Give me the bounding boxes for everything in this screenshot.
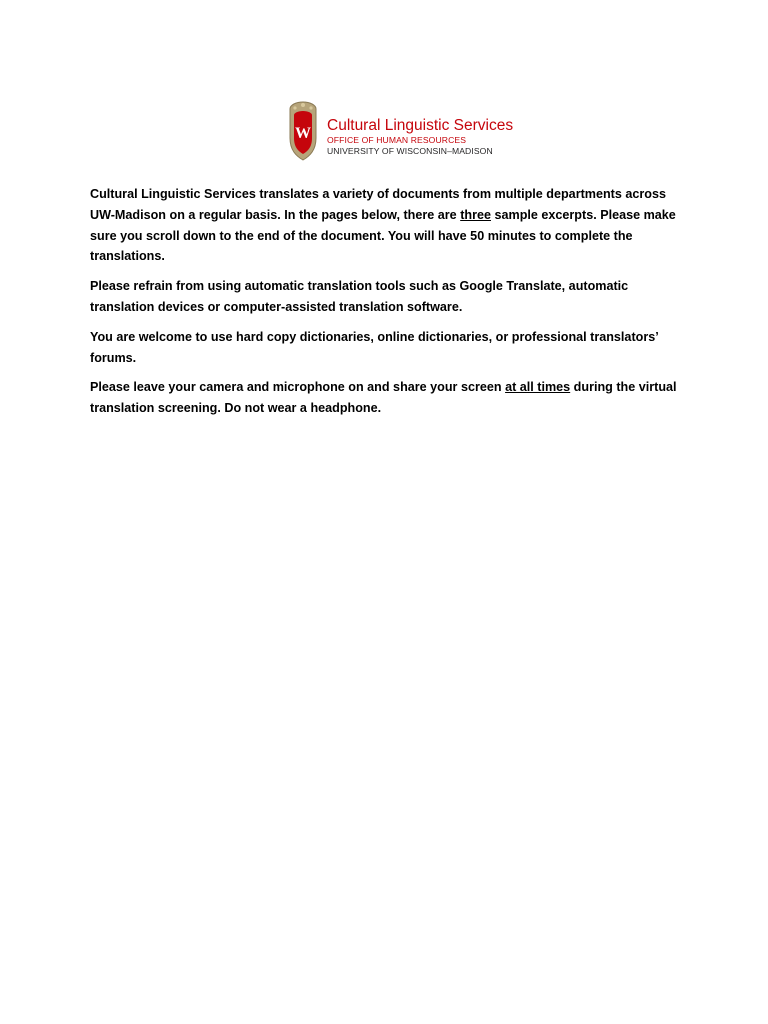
logo-text-block xyxy=(327,100,513,157)
emphasis-three: three xyxy=(460,207,491,222)
camera-instructions-paragraph xyxy=(90,377,690,419)
logo-title: Cultural Linguistic Services xyxy=(327,117,514,134)
intro-paragraph xyxy=(90,184,690,267)
intro-text-end: sample excerpts. Please make sure you scroll down to the end of the document. You will have 50 minutes to complete the translations. xyxy=(90,207,676,264)
logo-subtitle-office: OFFICE OF HUMAN RESOURCES xyxy=(327,135,467,145)
camera-text-end: during the virtual translation screening. Do not wear a headphone. xyxy=(90,380,677,416)
svg-text:W: W xyxy=(295,125,311,142)
emphasis-at-all-times: at all times xyxy=(505,380,571,395)
intro-text-start: Cultural Linguistic Services translates a variety of documents from multiple departments across UW-Madison on a regular basis. In the pages below, there are xyxy=(90,187,666,222)
cls-logo xyxy=(286,100,513,164)
camera-text-start: Please leave your camera and microphone on and share your screen xyxy=(90,380,506,395)
tools-restriction-paragraph: Please refrain from using automatic translation tools such as Google Translate, automatic translation devices or computer-assisted translation software. xyxy=(90,279,629,314)
uw-crest-icon xyxy=(286,100,320,162)
logo-subtitle-university: UNIVERSITY OF WISCONSIN–MADISON xyxy=(327,146,493,156)
instructions-body xyxy=(90,184,690,428)
allowed-resources-paragraph: You are welcome to use hard copy dictionaries, online dictionaries, or professional translators’ forums. xyxy=(90,329,659,365)
